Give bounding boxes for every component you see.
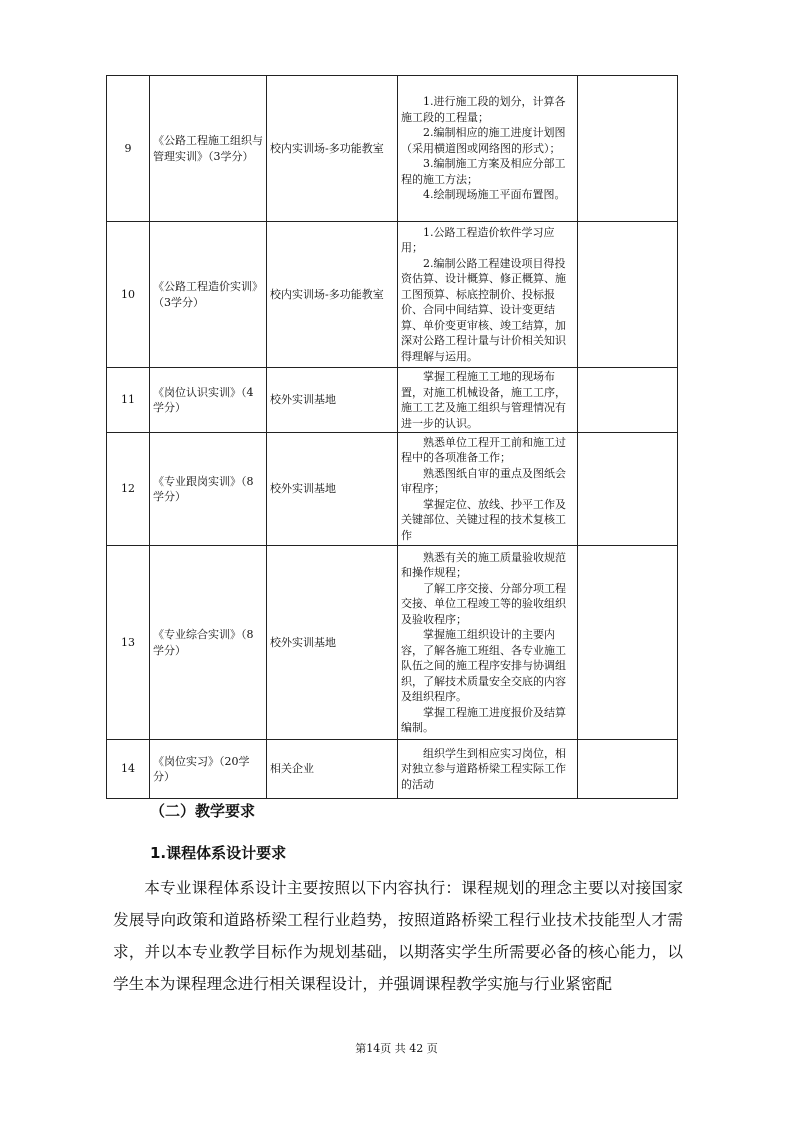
content-item: 熟悉有关的施工质量验收规范和操作规程； xyxy=(401,550,566,579)
content-item: 掌握施工组织设计的主要内容，了解各施工班组、各专业施工队伍之间的施工程序安排与协调组织，了解技术质量安全交底的内容及组织程序。 xyxy=(401,628,566,703)
page-footer: 第14页 共 42 页 xyxy=(355,1042,438,1055)
course-name: 《岗位认识实训》（4学分） xyxy=(150,368,267,433)
course-name: 《公路工程施工组织与管理实训》（3学分） xyxy=(150,76,267,222)
row-number: 12 xyxy=(107,433,150,546)
remarks-cell xyxy=(578,546,678,740)
content-item: 1.公路工程造价软件学习应用； xyxy=(401,225,555,255)
content-item: 掌握工程施工工地的现场布置，对施工机械设备，施工工序，施工工艺及施工组织与管理情况有进一步的认识。 xyxy=(401,370,566,430)
content-item: 掌握工程施工进度报价及结算编制。 xyxy=(401,705,566,734)
course-name: 《公路工程造价实训》（3学分） xyxy=(150,222,267,368)
course-name: 《岗位实习》（20学分） xyxy=(150,740,267,799)
row-number: 10 xyxy=(107,222,150,368)
table-row xyxy=(107,546,678,740)
practical-training-table xyxy=(106,75,678,799)
remarks-cell xyxy=(578,76,678,222)
content-item: 熟悉单位工程开工前和施工过程中的各项准备工作； xyxy=(401,435,566,465)
table-row xyxy=(107,222,678,368)
row-number: 9 xyxy=(107,76,150,222)
subsection-heading: 1.课程体系设计要求 xyxy=(150,844,287,862)
training-content xyxy=(398,546,578,740)
body-paragraph: 本专业课程体系设计主要按照以下内容执行：课程规划的理念主要以对接国家发展导向政策和道路桥梁工程行业趋势，按照道路桥梁工程行业技术技能型人才需求，并以本专业教学目标作为规划基础，以期落实学生所需要必备的核心能力，以学生本为课程理念进行相关课程设计，并强调课程教学实施与行业紧密配 xyxy=(113,879,683,993)
row-number: 11 xyxy=(107,368,150,433)
content-item: 3.编制施工方案及相应分部工程的施工方法； xyxy=(401,157,566,186)
training-content xyxy=(398,76,578,222)
training-place: 校外实训基地 xyxy=(267,368,398,433)
remarks-cell xyxy=(578,433,678,546)
row-number: 13 xyxy=(107,546,150,740)
table-row xyxy=(107,368,678,433)
remarks-cell xyxy=(578,740,678,799)
training-place: 校内实训场-多功能教室 xyxy=(267,76,398,222)
training-content xyxy=(398,740,578,799)
content-item: 掌握定位、放线、抄平工作及关键部位、关键过程的技术复核工作 xyxy=(401,497,566,542)
table-row xyxy=(107,740,678,799)
content-item: 4.绘制现场施工平面布置图。 xyxy=(423,188,566,202)
content-item: 2.编制相应的施工进度计划图（采用横道图或网络图的形式）； xyxy=(401,126,566,155)
content-item: 1.进行施工段的划分，计算各施工段的工程量； xyxy=(401,95,566,124)
course-name: 《专业跟岗实训》（8学分） xyxy=(150,433,267,546)
training-content xyxy=(398,222,578,368)
remarks-cell xyxy=(578,368,678,433)
content-item: 组织学生到相应实习岗位，相对独立参与道路桥梁工程实际工作的活动 xyxy=(401,746,566,791)
remarks-cell xyxy=(578,222,678,368)
content-item: 了解工序交接、分部分项工程交接、单位工程竣工等的验收组织及验收程序； xyxy=(401,581,566,626)
row-number: 14 xyxy=(107,740,150,799)
training-place: 校外实训基地 xyxy=(267,546,398,740)
training-place: 相关企业 xyxy=(267,740,398,799)
course-name: 《专业综合实训》（8学分） xyxy=(150,546,267,740)
training-place: 校外实训基地 xyxy=(267,433,398,546)
training-content xyxy=(398,368,578,433)
table-row xyxy=(107,433,678,546)
table-row xyxy=(107,76,678,222)
section-heading: （二）教学要求 xyxy=(150,802,256,820)
content-item: 2.编制公路工程建设项目得投资估算、设计概算、修正概算、施工图预算、标底控制价、投标报价、合同中间结算、设计变更结算、单价变更审核、竣工结算，加深对公路工程计量与计价相关知识得理解与运用。 xyxy=(401,256,566,363)
training-content xyxy=(398,433,578,546)
training-place: 校内实训场-多功能教室 xyxy=(267,222,398,368)
content-item: 熟悉图纸自审的重点及图纸会审程序； xyxy=(401,466,566,496)
